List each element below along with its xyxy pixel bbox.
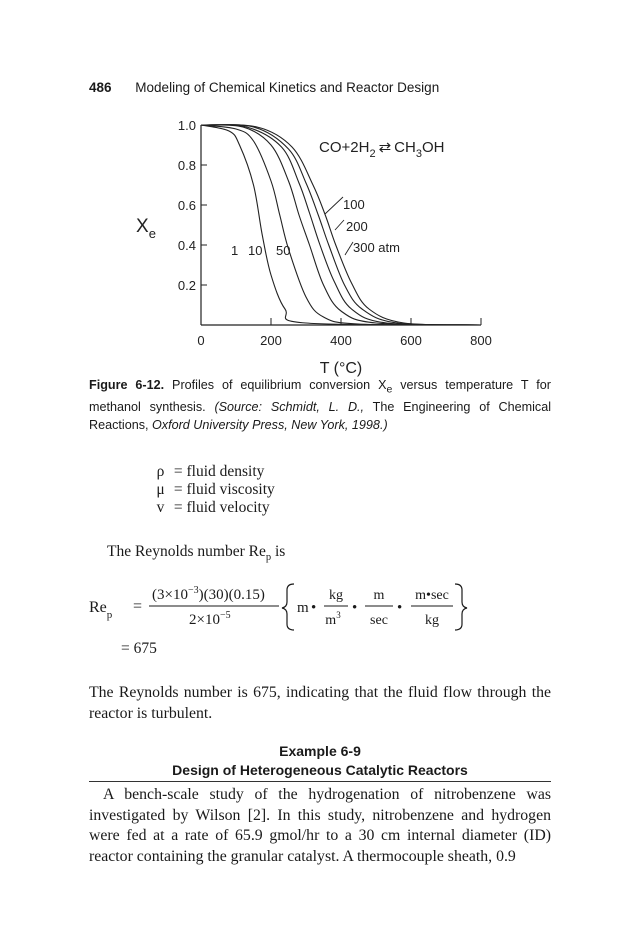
- callout-line-300: [345, 242, 353, 255]
- symbol-definition: [151, 481, 275, 499]
- figure-caption: [89, 377, 551, 434]
- unit-m: m: [297, 600, 309, 616]
- unit-m-sec: m•sec: [415, 588, 449, 603]
- unit-sec: sec: [370, 613, 388, 628]
- caption-text: Profiles of equilibrium conversion X: [164, 378, 387, 392]
- right-brace: [455, 584, 467, 630]
- reynolds-intro: The Reynolds number $Re_p$ is: [107, 543, 286, 564]
- symbol-description: fluid viscosity: [186, 481, 275, 498]
- caption-subscript: e: [386, 383, 393, 396]
- unit-m3: $m^3$: [325, 610, 341, 628]
- equation-equals: =: [133, 598, 143, 615]
- curve-label-10: 10: [248, 243, 263, 258]
- curve-label-100: 100: [343, 197, 365, 212]
- running-head: [89, 80, 439, 95]
- unit-m: m: [373, 588, 385, 603]
- curve-label-200: 200: [346, 219, 368, 234]
- chart-svg: [120, 110, 500, 385]
- page-number: 486: [89, 80, 112, 95]
- symbol-equals: =: [173, 463, 183, 480]
- curve-label-1: 1: [231, 243, 239, 258]
- equilibrium-conversion-figure: [120, 110, 500, 385]
- y-axis-label: $X_e$: [136, 216, 156, 241]
- x-tick-label: 200: [260, 333, 282, 348]
- unit-dot: •: [397, 600, 403, 616]
- example-number: Example 6-9: [279, 743, 361, 759]
- symbol: μ: [156, 481, 165, 498]
- equation-denominator: $2\times 10^{-5}$: [189, 610, 231, 628]
- symbol-definition: [151, 499, 270, 517]
- reaction-equation: $CO+2H_2$ ⇄ $CH_3OH$: [319, 139, 445, 160]
- paragraph: A bench-scale study of the hydrogenation of nitrobenzene was investigated by Wilson [2]. In this study, nitrobenzene and hydrogen were fed at a rate of 65.9 gmol/hr to a 30 cm internal diameter (ID) reactor containing the granular catalyst. A thermocouple sheath, 0.9: [89, 786, 551, 865]
- symbol-description: fluid density: [186, 463, 265, 480]
- equation-result: = 675: [121, 640, 157, 657]
- equation-svg: [89, 572, 559, 642]
- unit-dot: •: [311, 600, 317, 616]
- symbol-equals: =: [173, 481, 183, 498]
- unit-kg: kg: [329, 588, 343, 603]
- curve-label-50: 50: [276, 243, 291, 258]
- caption-text: The Engineering of Chemical Reactions,: [89, 400, 551, 432]
- y-tick-label: 0.6: [177, 198, 196, 213]
- y-tick-label: 1.0: [177, 118, 196, 133]
- equation-lhs: $Re_p$: [89, 599, 113, 621]
- unit-kg: kg: [425, 613, 439, 628]
- callout-line-100: [325, 197, 343, 214]
- reynolds-equation: [89, 572, 559, 672]
- x-axis-label: T (°C): [319, 360, 363, 377]
- book-title: Modeling of Chemical Kinetics and Reactor Design: [135, 80, 440, 95]
- caption-source: Oxford University Press, New York, 1998.): [152, 417, 388, 432]
- x-tick-label: 0: [197, 333, 205, 348]
- y-tick-label: 0.2: [177, 278, 196, 293]
- left-brace: [282, 584, 294, 630]
- symbol-description: fluid velocity: [186, 499, 270, 516]
- callout-line-200: [335, 220, 344, 230]
- equation-numerator: $(3\times 10^{-3})(30)(0.15)$: [152, 585, 265, 603]
- symbol: v: [156, 499, 165, 516]
- y-tick-label: 0.8: [177, 158, 196, 173]
- x-tick-label: 400: [330, 333, 352, 348]
- caption-source: (Source: Schmidt, L. D.,: [214, 400, 365, 415]
- curve-label-300-atm: 300 atm: [353, 240, 400, 255]
- symbol: ρ: [156, 463, 165, 480]
- caption-label: Figure 6-12.: [89, 378, 165, 392]
- unit-dot: •: [352, 600, 358, 616]
- caption-text: versus temperature T for methanol synthesis.: [89, 378, 551, 415]
- example-divider: [89, 781, 551, 782]
- paragraph: The Reynolds number is 675, indicating that the fluid flow through the reactor is turbulent.: [89, 684, 551, 722]
- x-tick-label: 600: [400, 333, 422, 348]
- symbol-definition: [151, 463, 264, 481]
- y-tick-label: 0.4: [177, 238, 196, 253]
- example-title: Design of Heterogeneous Catalytic Reactors: [172, 762, 468, 778]
- x-tick-label: 800: [470, 333, 492, 348]
- symbol-equals: =: [173, 499, 183, 516]
